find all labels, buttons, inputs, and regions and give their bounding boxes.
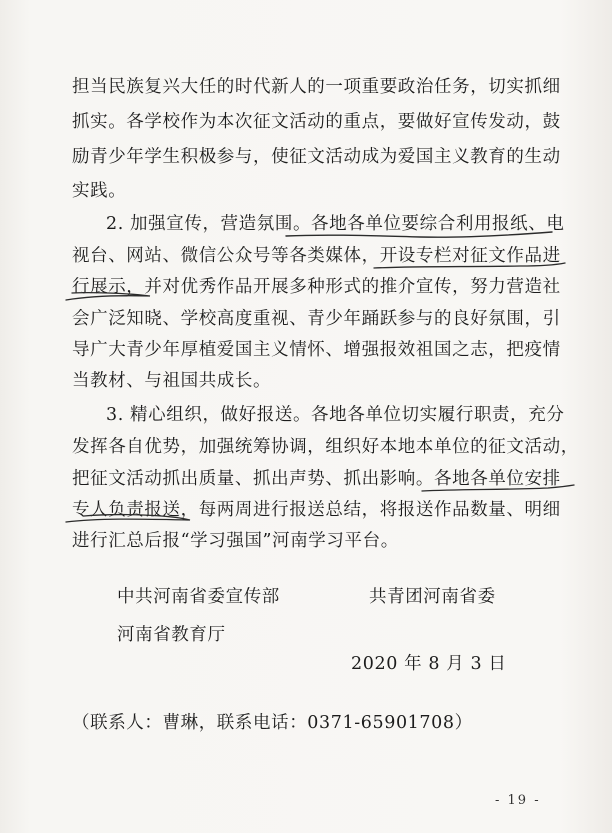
body-line-14: 专人负责报送，每两周进行报送总结，将报送作品数量、明细 xyxy=(72,500,561,520)
body-line-9: 导广大青少年厚植爱国主义情怀、增强报效祖国之志，把疫情 xyxy=(72,340,561,360)
body-line-12: 发挥各自优势，加强统筹协调，组织好本地本单位的征文活动， xyxy=(72,437,579,457)
body-line-15: 进行汇总后报“学习强国”河南学习平台。 xyxy=(72,531,399,551)
body-line-4: 实践。 xyxy=(72,181,127,201)
body-line-8: 会广泛知晓、学校高度重视、青少年踊跃参与的良好氛围，引 xyxy=(72,309,561,329)
body-line-13: 把征文活动抓出质量、抓出声势、抓出影响。各地各单位安排 xyxy=(72,469,561,489)
signature-propaganda-dept: 中共河南省委宣传部 xyxy=(117,587,280,607)
section-2-heading-line: 2. 加强宣传，营造氛围。各地各单位要综合利用报纸、电 xyxy=(106,214,565,234)
signature-youth-league: 共青团河南省委 xyxy=(369,587,496,607)
contact-info: （联系人：曹琳，联系电话：0371-65901708） xyxy=(72,713,473,733)
issue-date: 2020 年 8 月 3 日 xyxy=(351,654,507,674)
page-number: - 19 - xyxy=(495,793,541,808)
section-3-heading-line: 3. 精心组织，做好报送。各地各单位切实履行职责，充分 xyxy=(106,405,565,425)
body-line-7: 行展示，并对优秀作品开展多种形式的推介宣传，努力营造社 xyxy=(72,277,561,297)
body-line-3: 励青少年学生积极参与，使征文活动成为爱国主义教育的生动 xyxy=(72,147,561,167)
body-line-2: 抓实。各学校作为本次征文活动的重点，要做好宣传发动，鼓 xyxy=(72,112,561,132)
signature-education-dept: 河南省教育厅 xyxy=(117,625,226,645)
body-line-6: 视台、网站、微信公众号等各类媒体，开设专栏对征文作品进 xyxy=(72,246,561,266)
body-line-1: 担当民族复兴大任的时代新人的一项重要政治任务，切实抓细 xyxy=(72,77,561,97)
body-line-10: 当教材、与祖国共成长。 xyxy=(72,371,272,391)
